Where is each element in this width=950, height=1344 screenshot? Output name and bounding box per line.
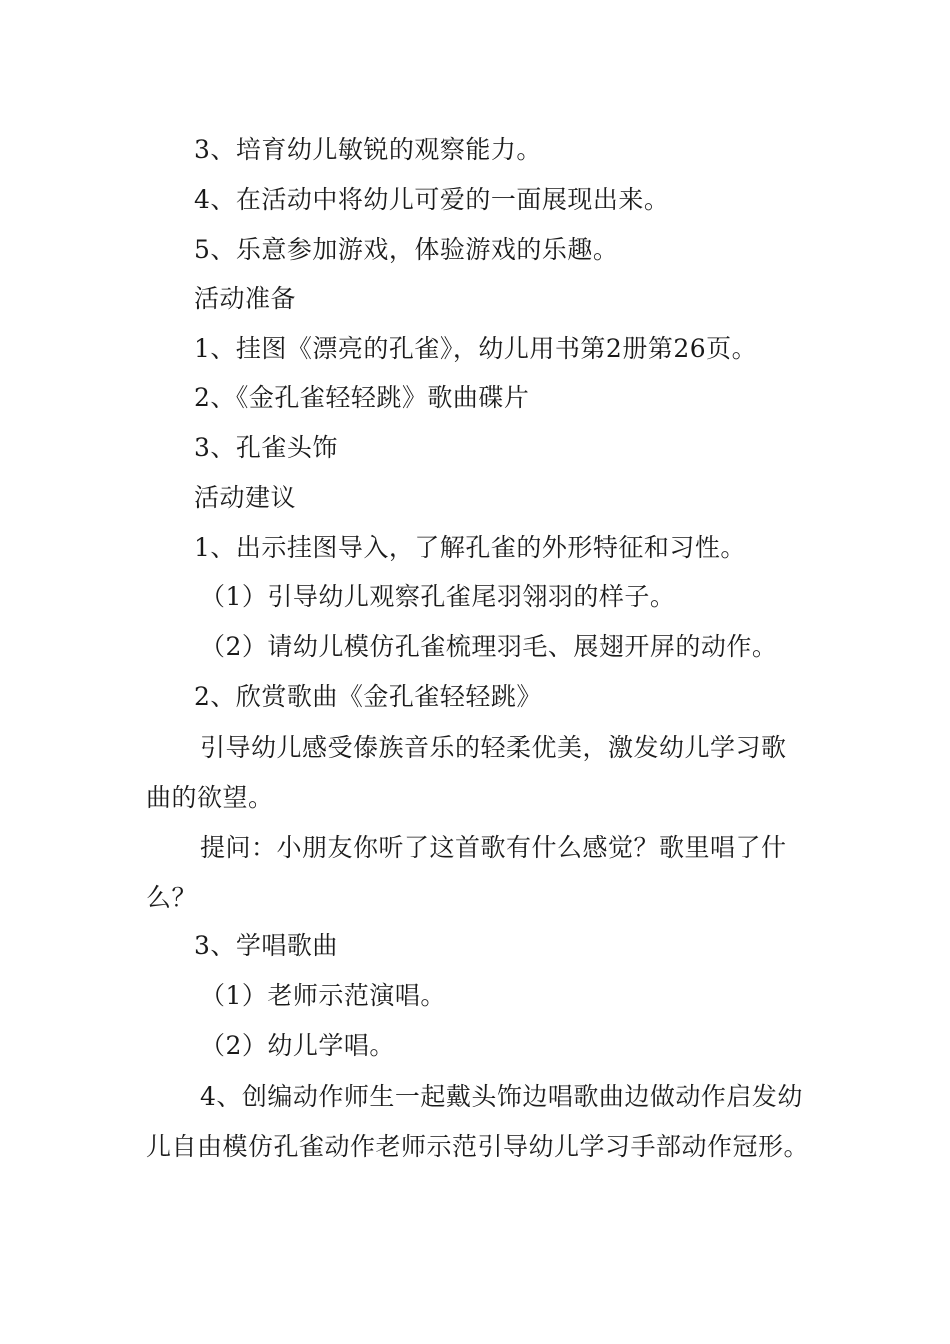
suggestion-step-4-line-2: 儿自由模仿孔雀动作老师示范引导幼儿学习手部动作冠形。 [146, 1132, 810, 1161]
section-heading-preparation: 活动准备 [194, 284, 297, 313]
preparation-item-3: 3、孔雀头饰 [194, 433, 338, 462]
suggestion-step-3-sub-1: （1）老师示范演唱。 [200, 981, 446, 1010]
section-heading-suggestions: 活动建议 [194, 483, 297, 512]
objective-4: 4、在活动中将幼儿可爱的一面展现出来。 [194, 185, 670, 214]
objective-5: 5、乐意参加游戏，体验游戏的乐趣。 [194, 235, 619, 264]
suggestion-step-1-sub-2: （2）请幼儿模仿孔雀梳理羽毛、展翅开屏的动作。 [200, 632, 778, 661]
preparation-item-1: 1、挂图《漂亮的孔雀》，幼儿用书第2册第26页。 [194, 334, 758, 363]
suggestion-step-2-text-line-2: 曲的欲望。 [146, 783, 274, 812]
suggestion-step-1-sub-1: （1）引导幼儿观察孔雀尾羽翎羽的样子。 [200, 582, 676, 611]
suggestion-step-2: 2、欣赏歌曲《金孔雀轻轻跳》 [194, 682, 542, 711]
suggestion-step-3: 3、学唱歌曲 [194, 931, 338, 960]
suggestion-step-4-line-1: 4、创编动作师生一起戴头饰边唱歌曲边做动作启发幼 [200, 1082, 803, 1111]
preparation-item-2: 2、《金孔雀轻轻跳》歌曲碟片 [194, 383, 530, 412]
objective-3: 3、培育幼儿敏锐的观察能力。 [194, 135, 542, 164]
suggestion-step-3-sub-2: （2）幼儿学唱。 [200, 1031, 395, 1060]
question-line-2: 么？ [146, 883, 198, 912]
suggestion-step-2-text-line-1: 引导幼儿感受傣族音乐的轻柔优美，激发幼儿学习歌 [200, 733, 787, 762]
suggestion-step-1: 1、出示挂图导入，了解孔雀的外形特征和习性。 [194, 533, 746, 562]
question-line-1: 提问：小朋友你听了这首歌有什么感觉？歌里唱了什 [200, 833, 787, 862]
